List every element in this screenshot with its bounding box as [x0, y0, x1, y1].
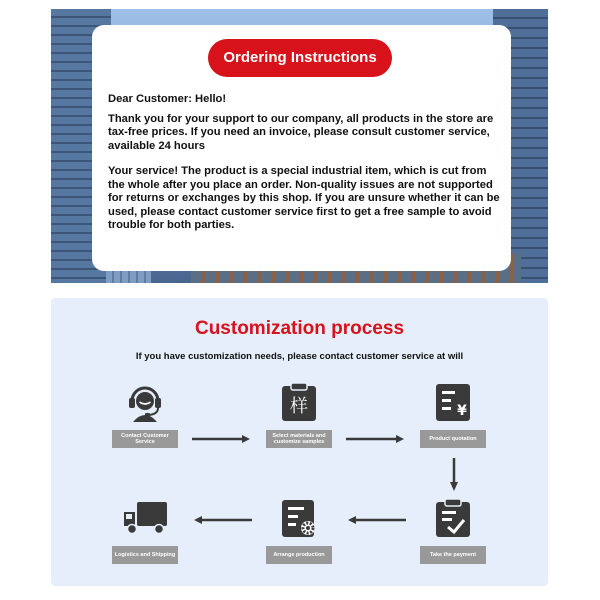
yen-glyph: ¥ [457, 403, 467, 419]
customization-subtitle: If you have customization needs, please contact customer service at will [135, 351, 464, 362]
step-label-select-materials: Select materials and customize samples [266, 430, 332, 448]
headset-icon [125, 382, 165, 422]
ordering-instructions-card [92, 25, 511, 271]
sample-clipboard-icon [279, 382, 319, 422]
production-gear-icon [279, 498, 319, 538]
checklist-clipboard-icon [433, 498, 473, 538]
step-label-quotation: Product quotation [420, 430, 486, 448]
return-policy-paragraph: Your service! The product is a special industrial item, which is cut from the whole after you place an order. Non-quality issues are not supported for returns or exchanges by this shop. If you are unsure whether it can be used, please contact customer service first to get a free sample to avoid trouble for both parties. [108, 165, 500, 231]
arrow-left-icon [192, 516, 252, 524]
arrow-right-icon [192, 435, 252, 443]
delivery-truck-icon [123, 498, 169, 538]
arrow-left-icon [346, 516, 406, 524]
step-label-payment: Take the payment [420, 546, 486, 564]
step-label-logistics: Logistics and Shipping [112, 546, 178, 564]
ordering-instructions-text [108, 93, 500, 245]
ordering-instructions-title: Ordering Instructions [208, 39, 392, 77]
step-label-production: Arrange production [266, 546, 332, 564]
customization-panel [51, 298, 548, 586]
greeting-text: Dear Customer: Hello! [108, 93, 227, 105]
customization-title: Customization process [194, 318, 405, 339]
tax-notice-paragraph: Thank you for your support to our company, all products in the store are tax-free prices. If you need an invoice, please consult customer service, available 24 hours [108, 112, 494, 152]
arrow-right-icon [346, 435, 406, 443]
quotation-icon [433, 382, 473, 422]
step-label-contact: Contact Customer Service [112, 430, 178, 448]
sample-glyph: 样 [290, 396, 308, 417]
arrow-down-icon [450, 458, 458, 492]
